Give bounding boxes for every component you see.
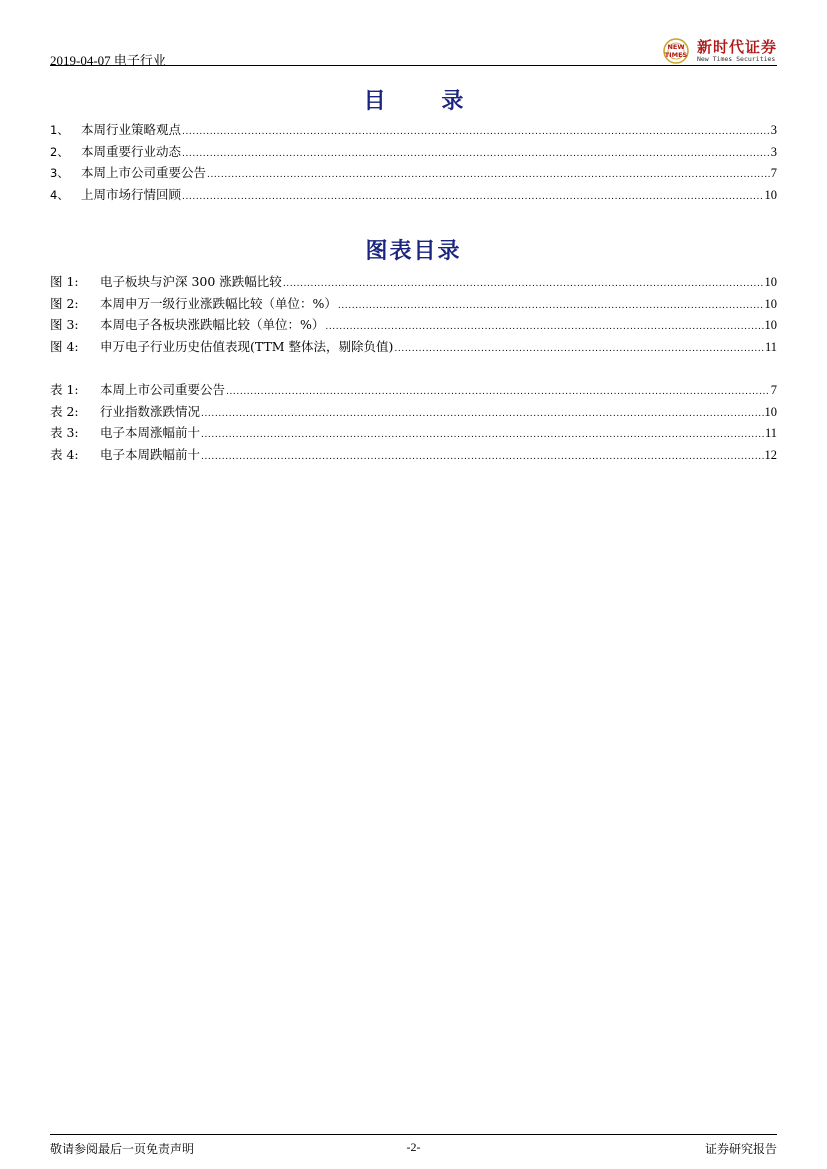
toc-item-number: 4、 (50, 187, 69, 202)
table-list-item[interactable] (50, 445, 777, 467)
table-list-item[interactable] (50, 423, 777, 445)
chart-label: 电子板块与沪深 300 涨跌幅比较 (100, 274, 282, 289)
toc-item-label: 本周上市公司重要公告 (81, 165, 207, 180)
chart-label: 本周申万一级行业涨跌幅比较（单位：%） (100, 295, 337, 311)
toc-title: 目 录 (363, 89, 488, 114)
dot-leader (226, 387, 770, 397)
page-header (50, 36, 777, 66)
toc-item-page: 10 (764, 187, 777, 202)
chart-number: 图 1: (50, 274, 79, 289)
chart-label: 本周电子各板块涨跌幅比较（单位：%） (100, 317, 325, 332)
disclaimer-note: 敬请参阅最后一页免责声明 (50, 1142, 195, 1156)
figures-list-title: 图表目录 (365, 239, 462, 264)
dot-leader (201, 452, 763, 462)
chart-page: 10 (764, 275, 777, 289)
toc-item-page: 7 (770, 166, 777, 180)
page-footer (50, 1140, 777, 1158)
header-date-industry: 2019-04-07 电子行业 (50, 53, 166, 68)
chart-list-item[interactable] (50, 337, 777, 359)
table-label: 行业指数涨跌情况 (100, 403, 201, 419)
chart-page: 10 (764, 296, 777, 311)
table-page: 7 (770, 383, 777, 397)
svg-text:TIMES: TIMES (664, 51, 688, 59)
toc-item-number: 3、 (50, 166, 69, 180)
header-divider (50, 65, 777, 66)
chart-number: 图 4: (50, 338, 79, 354)
table-label: 电子本周跌幅前十 (100, 446, 201, 462)
table-list (50, 380, 777, 466)
chart-number: 图 3: (50, 317, 79, 332)
logo-chinese-name: 新时代证券 (696, 38, 777, 56)
dot-leader (338, 301, 764, 311)
dot-leader (201, 409, 763, 419)
toc-item[interactable] (50, 120, 777, 142)
table-page: 10 (764, 404, 777, 419)
toc-item[interactable] (50, 142, 777, 164)
footer-divider (50, 1134, 777, 1135)
chart-page: 11 (764, 339, 777, 354)
table-page: 12 (764, 447, 777, 462)
report-type: 证券研究报告 (704, 1142, 777, 1156)
page-number: -2- (406, 1140, 421, 1154)
table-number: 表 1: (50, 382, 79, 397)
dot-leader (325, 322, 763, 332)
toc-item[interactable] (50, 185, 777, 207)
toc-item-label: 本周重要行业动态 (81, 143, 182, 159)
dot-leader (182, 127, 770, 137)
toc-item[interactable] (50, 163, 777, 185)
svg-text:NEW: NEW (667, 43, 685, 51)
logo-mark-icon (659, 38, 693, 64)
toc-item-page: 3 (770, 144, 777, 159)
dot-leader (182, 192, 763, 202)
chart-number: 图 2: (50, 295, 79, 311)
dot-leader (182, 149, 770, 159)
table-number: 表 4: (50, 446, 79, 462)
chart-list (50, 272, 777, 358)
logo-english-name: New Times Securities (696, 55, 776, 63)
dot-leader (283, 279, 764, 289)
table-page: 11 (764, 426, 777, 440)
dot-leader (201, 430, 764, 440)
table-number: 表 2: (50, 403, 79, 419)
toc-item-number: 1、 (50, 123, 69, 137)
toc-item-number: 2、 (50, 144, 69, 159)
toc-item-label: 上周市场行情回顾 (81, 186, 182, 202)
toc-item-page: 3 (770, 123, 777, 137)
chart-list-item[interactable] (50, 272, 777, 294)
toc-item-label: 本周行业策略观点 (81, 122, 182, 137)
company-logo (659, 36, 777, 66)
chart-label: 申万电子行业历史估值表现(TTM 整体法，剔除负值) (100, 338, 394, 354)
chart-list-item[interactable] (50, 315, 777, 337)
chart-list-item[interactable] (50, 294, 777, 316)
table-label: 电子本周涨幅前十 (100, 425, 201, 440)
toc-list (50, 120, 777, 206)
table-list-item[interactable] (50, 402, 777, 424)
dot-leader (207, 170, 770, 180)
table-list-item[interactable] (50, 380, 777, 402)
table-label: 本周上市公司重要公告 (100, 382, 226, 397)
dot-leader (394, 344, 764, 354)
table-number: 表 3: (50, 425, 79, 440)
chart-page: 10 (764, 318, 777, 332)
